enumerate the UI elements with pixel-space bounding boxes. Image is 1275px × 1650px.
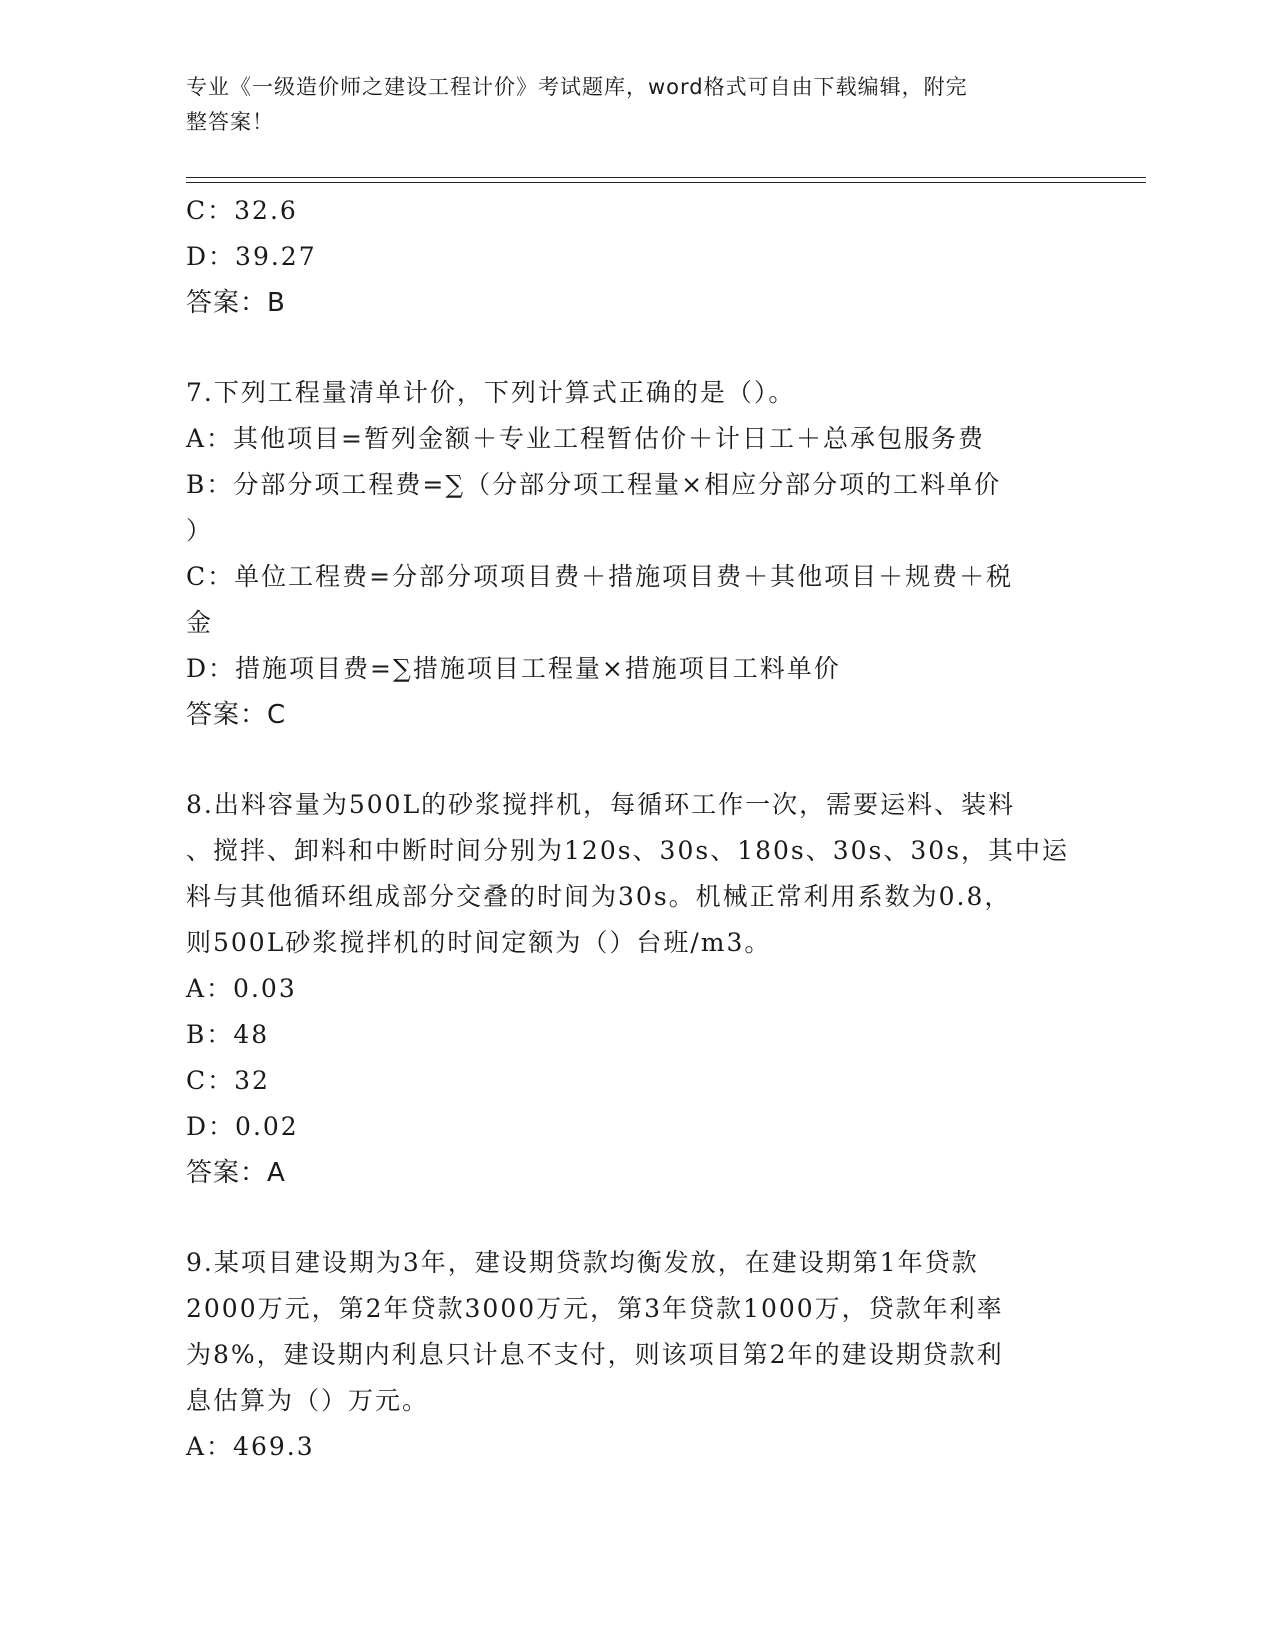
header-divider-top (186, 177, 1146, 178)
question-8-text-line-2: 、搅拌、卸料和中断时间分别为120s、30s、180s、30s、30s，其中运 (186, 836, 1070, 865)
question-9-text-line-2: 2000万元，第2年贷款3000万元，第3年贷款1000万，贷款年利率 (186, 1294, 1004, 1323)
answer: 答案：B (186, 288, 286, 318)
question-7-option-b: B：分部分项工程费=∑（分部分项工程量×相应分部分项的工料单价 (186, 470, 1002, 499)
question-8-option-a: A：0.03 (186, 974, 297, 1003)
question-7-option-d: D：措施项目费=∑措施项目工程量×措施项目工料单价 (186, 654, 841, 683)
question-9-text-line-4: 息估算为（）万元。 (186, 1386, 430, 1415)
question-9-text-line-3: 为8%，建设期内利息只计息不支付，则该项目第2年的建设期贷款利 (186, 1340, 1004, 1369)
header-line-2: 整答案！ (186, 110, 274, 134)
question-8-option-d: D：0.02 (186, 1112, 299, 1141)
option-c: C：32.6 (186, 196, 298, 225)
question-8-text-line-3: 料与其他循环组成部分交叠的时间为30s。机械正常利用系数为0.8， (186, 882, 1012, 911)
question-9-option-a: A：469.3 (186, 1432, 315, 1461)
question-7-option-b-continued: ） (186, 516, 214, 545)
header-divider-bottom (186, 182, 1146, 183)
spacer (186, 1196, 1086, 1240)
option-d: D：39.27 (186, 242, 317, 271)
question-7-option-c-continued: 金 (186, 608, 214, 637)
question-content (186, 188, 1086, 1470)
question-8-text-line-4: 则500L砂浆搅拌机的时间定额为（）台班/m3。 (186, 928, 772, 957)
spacer (186, 738, 1086, 782)
header-line-1: 专业《一级造价师之建设工程计价》考试题库，word格式可自由下载编辑，附完 (186, 75, 968, 99)
question-7-option-a: A：其他项目=暂列金额＋专业工程暂估价＋计日工＋总承包服务费 (186, 424, 986, 453)
question-9-text-line-1: 9.某项目建设期为3年，建设期贷款均衡发放，在建设期第1年贷款 (186, 1248, 979, 1277)
question-7-option-c: C：单位工程费=分部分项项目费＋措施项目费＋其他项目＋规费＋税 (186, 562, 1014, 591)
question-8-text-line-1: 8.出料容量为500L的砂浆搅拌机，每循环工作一次，需要运料、装料 (186, 790, 1016, 819)
question-7-answer: 答案：C (186, 700, 287, 730)
question-8-answer: 答案：A (186, 1158, 286, 1188)
document-header (186, 70, 1086, 140)
question-8-option-c: C：32 (186, 1066, 270, 1095)
question-8-option-b: B：48 (186, 1020, 270, 1049)
spacer (186, 326, 1086, 370)
question-7-text: 7.下列工程量清单计价，下列计算式正确的是（）。 (186, 378, 796, 407)
